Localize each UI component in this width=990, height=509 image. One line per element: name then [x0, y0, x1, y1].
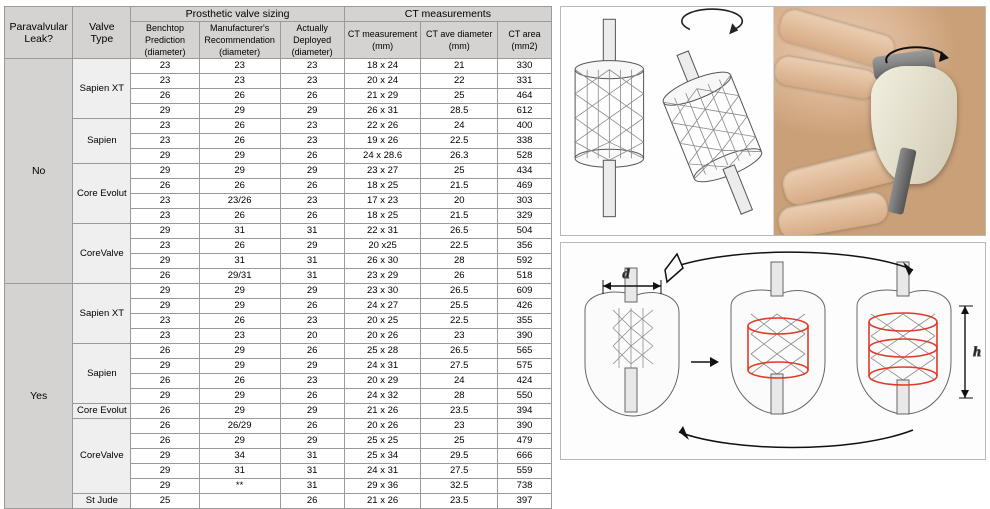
cell-ct-measurement: 20 x 25	[344, 314, 421, 329]
cell-manufacturer-recommendation: 26	[199, 89, 280, 104]
cell-ct-ave-diameter: 29.5	[421, 449, 498, 464]
cell-ct-ave-diameter: 23.5	[421, 494, 498, 509]
cell-ct-measurement: 25 x 25	[344, 434, 421, 449]
cell-ct-ave-diameter: 22.5	[421, 134, 498, 149]
cell-actually-deployed: 26	[280, 299, 344, 314]
cell-ct-area: 575	[498, 359, 552, 374]
stage-2	[731, 262, 825, 414]
header-ct-measurements: CT measurements	[344, 7, 551, 22]
header-line: CT area	[508, 29, 541, 39]
header-benchtop-prediction	[131, 22, 199, 59]
table-row	[5, 494, 552, 509]
header-line: Leak?	[24, 32, 53, 45]
cell-ct-area: 609	[498, 284, 552, 299]
cell-manufacturer-recommendation: 26	[199, 314, 280, 329]
table-row	[5, 344, 552, 359]
cell-benchtop-prediction: 26	[131, 269, 199, 284]
header-line: Manufacturer's	[209, 23, 270, 33]
header-line: (diameter)	[144, 47, 186, 57]
cell-ct-area: 666	[498, 449, 552, 464]
cell-manufacturer-recommendation: 29	[199, 164, 280, 179]
cell-ct-measurement: 20 x 29	[344, 374, 421, 389]
top-figure	[560, 6, 986, 236]
cell-actually-deployed: 29	[280, 434, 344, 449]
header-actually-deployed	[280, 22, 344, 59]
cell-ct-ave-diameter: 32.5	[421, 479, 498, 494]
cell-manufacturer-recommendation: 29	[199, 359, 280, 374]
cell-ct-area: 355	[498, 314, 552, 329]
cell-benchtop-prediction: 29	[131, 164, 199, 179]
cell-ct-area: 612	[498, 104, 552, 119]
header-line: CT ave diameter	[426, 29, 493, 39]
table-row	[5, 404, 552, 419]
cell-ct-area: 434	[498, 164, 552, 179]
cell-ct-area: 330	[498, 59, 552, 74]
cell-ct-ave-diameter: 20	[421, 194, 498, 209]
cell-ct-area: 329	[498, 209, 552, 224]
cell-ct-measurement: 24 x 27	[344, 299, 421, 314]
cell-benchtop-prediction: 23	[131, 74, 199, 89]
cell-actually-deployed: 26	[280, 149, 344, 164]
cell-valve-type: Core Evolut	[73, 404, 131, 419]
cell-ct-ave-diameter: 22.5	[421, 314, 498, 329]
cell-ct-area: 394	[498, 404, 552, 419]
cell-manufacturer-recommendation: 23	[199, 59, 280, 74]
cell-ct-ave-diameter: 26	[421, 269, 498, 284]
table-row	[5, 284, 552, 299]
cell-ct-ave-diameter: 26.5	[421, 344, 498, 359]
cell-benchtop-prediction: 26	[131, 419, 199, 434]
cell-ct-area: 528	[498, 149, 552, 164]
table-group-header-row	[5, 7, 552, 22]
cell-actually-deployed: 26	[280, 389, 344, 404]
cell-ct-ave-diameter: 23	[421, 329, 498, 344]
cell-ct-ave-diameter: 28	[421, 254, 498, 269]
cell-manufacturer-recommendation: 29	[199, 404, 280, 419]
cell-ct-measurement: 24 x 31	[344, 464, 421, 479]
cell-manufacturer-recommendation: 26	[199, 179, 280, 194]
header-ct-measurement	[344, 22, 421, 59]
cell-ct-area: 338	[498, 134, 552, 149]
cell-actually-deployed: 23	[280, 59, 344, 74]
cell-manufacturer-recommendation: 31	[199, 224, 280, 239]
cell-benchtop-prediction: 29	[131, 449, 199, 464]
cell-actually-deployed: 29	[280, 359, 344, 374]
cell-benchtop-prediction: 29	[131, 479, 199, 494]
cell-manufacturer-recommendation: 26	[199, 374, 280, 389]
cell-actually-deployed: 29	[280, 104, 344, 119]
cell-manufacturer-recommendation: 29	[199, 434, 280, 449]
cell-ct-area: 356	[498, 239, 552, 254]
cell-ct-measurement: 18 x 24	[344, 59, 421, 74]
cell-ct-measurement: 25 x 28	[344, 344, 421, 359]
cell-paravalvular-leak: Yes	[5, 284, 73, 509]
cell-benchtop-prediction: 26	[131, 374, 199, 389]
cell-actually-deployed: 29	[280, 404, 344, 419]
cell-actually-deployed: 31	[280, 464, 344, 479]
cell-ct-measurement: 17 x 23	[344, 194, 421, 209]
cell-ct-area: 464	[498, 89, 552, 104]
cell-manufacturer-recommendation: 31	[199, 464, 280, 479]
cell-actually-deployed: 29	[280, 239, 344, 254]
cell-actually-deployed: 31	[280, 479, 344, 494]
cell-ct-ave-diameter: 24	[421, 374, 498, 389]
cell-actually-deployed: 29	[280, 284, 344, 299]
arrow-1to2	[691, 357, 719, 367]
cell-actually-deployed: 23	[280, 119, 344, 134]
table-row	[5, 119, 552, 134]
header-ct-area	[498, 22, 552, 59]
rotation-arrow-icon	[883, 43, 953, 73]
header-prosthetic-valve-sizing: Prosthetic valve sizing	[131, 7, 344, 22]
cell-valve-type: Sapien XT	[73, 59, 131, 119]
cell-manufacturer-recommendation: 29	[199, 284, 280, 299]
cell-manufacturer-recommendation: 23	[199, 74, 280, 89]
cell-actually-deployed: 23	[280, 314, 344, 329]
header-line: Valve	[89, 20, 115, 33]
cell-benchtop-prediction: 26	[131, 89, 199, 104]
cell-benchtop-prediction: 23	[131, 239, 199, 254]
h-dimension	[959, 306, 981, 398]
header-line: Type	[90, 32, 114, 45]
cell-ct-ave-diameter: 26.5	[421, 284, 498, 299]
header-line: Deployed	[293, 35, 332, 45]
cell-ct-measurement: 29 x 36	[344, 479, 421, 494]
cell-manufacturer-recommendation: 26	[199, 209, 280, 224]
d-label: d	[622, 267, 630, 282]
hand-holding-valve-photo	[773, 7, 986, 235]
cell-ct-measurement: 20 x25	[344, 239, 421, 254]
cell-ct-area: 424	[498, 374, 552, 389]
cell-manufacturer-recommendation: 26	[199, 134, 280, 149]
cell-ct-measurement: 23 x 27	[344, 164, 421, 179]
cell-ct-measurement: 21 x 29	[344, 89, 421, 104]
valve-sizing-table	[4, 6, 552, 509]
cell-benchtop-prediction: 29	[131, 149, 199, 164]
header-paravalvular-leak	[5, 7, 73, 59]
cell-benchtop-prediction: 23	[131, 314, 199, 329]
cell-ct-area: 469	[498, 179, 552, 194]
cell-benchtop-prediction: 25	[131, 494, 199, 509]
cell-valve-type: Sapien	[73, 344, 131, 404]
cell-manufacturer-recommendation: 29	[199, 104, 280, 119]
cell-actually-deployed: 20	[280, 329, 344, 344]
cell-benchtop-prediction: 29	[131, 359, 199, 374]
cell-manufacturer-recommendation: 29	[199, 299, 280, 314]
cell-benchtop-prediction: 29	[131, 284, 199, 299]
cell-ct-ave-diameter: 23	[421, 419, 498, 434]
cell-valve-type: St Jude	[73, 494, 131, 509]
cell-manufacturer-recommendation: 29	[199, 389, 280, 404]
cell-ct-area: 550	[498, 389, 552, 404]
stent-schematic-svg	[561, 7, 773, 235]
cell-ct-measurement: 23 x 30	[344, 284, 421, 299]
cell-manufacturer-recommendation: 29	[199, 149, 280, 164]
header-ct-ave-diameter	[421, 22, 498, 59]
cell-ct-area: 390	[498, 419, 552, 434]
cell-ct-measurement: 18 x 25	[344, 179, 421, 194]
cell-ct-measurement: 21 x 26	[344, 494, 421, 509]
cell-ct-measurement: 20 x 26	[344, 419, 421, 434]
table-row	[5, 164, 552, 179]
table-body	[5, 59, 552, 509]
cell-ct-ave-diameter: 25.5	[421, 299, 498, 314]
figures-column	[560, 6, 986, 464]
cell-manufacturer-recommendation: **	[199, 479, 280, 494]
cell-benchtop-prediction: 29	[131, 299, 199, 314]
cell-benchtop-prediction: 29	[131, 389, 199, 404]
cell-valve-type: CoreValve	[73, 419, 131, 494]
cell-ct-ave-diameter: 25	[421, 89, 498, 104]
cell-actually-deployed: 29	[280, 164, 344, 179]
bottom-figure	[560, 242, 986, 460]
cell-valve-type: Sapien XT	[73, 284, 131, 344]
cell-manufacturer-recommendation: 29/31	[199, 269, 280, 284]
cell-actually-deployed: 31	[280, 449, 344, 464]
cell-valve-type: Sapien	[73, 119, 131, 164]
cell-ct-area: 518	[498, 269, 552, 284]
cell-ct-ave-diameter: 22.5	[421, 239, 498, 254]
cell-benchtop-prediction: 29	[131, 224, 199, 239]
cell-valve-type: CoreValve	[73, 224, 131, 284]
cell-benchtop-prediction: 29	[131, 104, 199, 119]
header-line: Prediction	[145, 35, 186, 45]
stent-schematic-pair	[561, 7, 773, 235]
cell-ct-measurement: 24 x 31	[344, 359, 421, 374]
cell-ct-ave-diameter: 23.5	[421, 404, 498, 419]
cell-actually-deployed: 26	[280, 89, 344, 104]
header-line: (diameter)	[291, 47, 333, 57]
cell-ct-ave-diameter: 28	[421, 389, 498, 404]
cell-ct-ave-diameter: 26.3	[421, 149, 498, 164]
cell-actually-deployed: 23	[280, 374, 344, 389]
cell-manufacturer-recommendation	[199, 494, 280, 509]
header-line: (mm2)	[511, 41, 538, 51]
cell-manufacturer-recommendation: 26	[199, 119, 280, 134]
cell-ct-measurement: 26 x 31	[344, 104, 421, 119]
cell-benchtop-prediction: 26	[131, 179, 199, 194]
stage-3	[857, 262, 951, 414]
cell-actually-deployed: 23	[280, 194, 344, 209]
cell-paravalvular-leak: No	[5, 59, 73, 284]
cell-ct-ave-diameter: 27.5	[421, 359, 498, 374]
cell-ct-ave-diameter: 28.5	[421, 104, 498, 119]
cell-manufacturer-recommendation: 34	[199, 449, 280, 464]
cell-benchtop-prediction: 23	[131, 59, 199, 74]
cell-benchtop-prediction: 23	[131, 134, 199, 149]
cell-ct-area: 303	[498, 194, 552, 209]
cell-ct-measurement: 24 x 32	[344, 389, 421, 404]
cell-actually-deployed: 31	[280, 269, 344, 284]
cell-ct-area: 559	[498, 464, 552, 479]
cell-ct-measurement: 18 x 25	[344, 209, 421, 224]
cell-manufacturer-recommendation: 31	[199, 254, 280, 269]
header-line: Actually	[296, 23, 328, 33]
header-line: Paravalvular	[9, 20, 68, 33]
cell-benchtop-prediction: 26	[131, 344, 199, 359]
header-manufacturer-recommendation	[199, 22, 280, 59]
deployment-sequence-svg	[561, 243, 985, 459]
table-row	[5, 224, 552, 239]
header-line: Benchtop	[146, 23, 185, 33]
header-line: Recommendation	[204, 35, 275, 45]
cell-ct-ave-diameter: 25	[421, 434, 498, 449]
cell-actually-deployed: 26	[280, 494, 344, 509]
cell-ct-ave-diameter: 21.5	[421, 179, 498, 194]
cell-manufacturer-recommendation: 26	[199, 239, 280, 254]
cell-actually-deployed: 23	[280, 134, 344, 149]
cell-benchtop-prediction: 29	[131, 254, 199, 269]
cell-actually-deployed: 31	[280, 254, 344, 269]
cell-benchtop-prediction: 23	[131, 329, 199, 344]
cell-ct-area: 331	[498, 74, 552, 89]
cell-manufacturer-recommendation: 23/26	[199, 194, 280, 209]
cell-ct-measurement: 20 x 24	[344, 74, 421, 89]
cell-ct-area: 565	[498, 344, 552, 359]
cell-actually-deployed: 26	[280, 419, 344, 434]
cell-ct-ave-diameter: 22	[421, 74, 498, 89]
header-line: (mm)	[372, 41, 394, 51]
cell-ct-area: 738	[498, 479, 552, 494]
cell-ct-area: 397	[498, 494, 552, 509]
cell-ct-ave-diameter: 21.5	[421, 209, 498, 224]
table-row	[5, 419, 552, 434]
cell-ct-measurement: 26 x 30	[344, 254, 421, 269]
cell-ct-measurement: 24 x 28.6	[344, 149, 421, 164]
cell-actually-deployed: 26	[280, 344, 344, 359]
table-row	[5, 59, 552, 74]
cell-ct-ave-diameter: 21	[421, 59, 498, 74]
cell-benchtop-prediction: 23	[131, 119, 199, 134]
stage-1	[585, 268, 679, 416]
header-line: CT measurement	[347, 29, 418, 39]
h-label: h	[973, 345, 981, 360]
cell-actually-deployed: 23	[280, 74, 344, 89]
cell-ct-measurement: 20 x 26	[344, 329, 421, 344]
cell-ct-ave-diameter: 24	[421, 119, 498, 134]
cell-ct-measurement: 22 x 26	[344, 119, 421, 134]
header-valve-type	[73, 7, 131, 59]
cell-ct-area: 592	[498, 254, 552, 269]
cell-ct-area: 390	[498, 329, 552, 344]
cell-actually-deployed: 31	[280, 224, 344, 239]
cell-ct-measurement: 21 x 26	[344, 404, 421, 419]
header-line: (diameter)	[219, 47, 261, 57]
cell-ct-area: 400	[498, 119, 552, 134]
cell-manufacturer-recommendation: 23	[199, 329, 280, 344]
cell-ct-ave-diameter: 27.5	[421, 464, 498, 479]
cell-ct-measurement: 25 x 34	[344, 449, 421, 464]
cell-benchtop-prediction: 23	[131, 209, 199, 224]
cell-benchtop-prediction: 29	[131, 464, 199, 479]
valve-sizing-table-panel	[4, 6, 552, 506]
cell-benchtop-prediction: 26	[131, 404, 199, 419]
cell-actually-deployed: 26	[280, 179, 344, 194]
cell-ct-area: 479	[498, 434, 552, 449]
cell-ct-ave-diameter: 26.5	[421, 224, 498, 239]
cell-manufacturer-recommendation: 26/29	[199, 419, 280, 434]
cell-ct-measurement: 22 x 31	[344, 224, 421, 239]
cell-manufacturer-recommendation: 29	[199, 344, 280, 359]
cell-actually-deployed: 26	[280, 209, 344, 224]
cell-benchtop-prediction: 26	[131, 434, 199, 449]
cell-benchtop-prediction: 23	[131, 194, 199, 209]
cell-ct-area: 426	[498, 299, 552, 314]
cell-ct-area: 504	[498, 224, 552, 239]
cell-ct-measurement: 19 x 26	[344, 134, 421, 149]
cell-ct-ave-diameter: 25	[421, 164, 498, 179]
cell-ct-measurement: 23 x 29	[344, 269, 421, 284]
header-line: (mm)	[448, 41, 470, 51]
cell-valve-type: Core Evolut	[73, 164, 131, 224]
